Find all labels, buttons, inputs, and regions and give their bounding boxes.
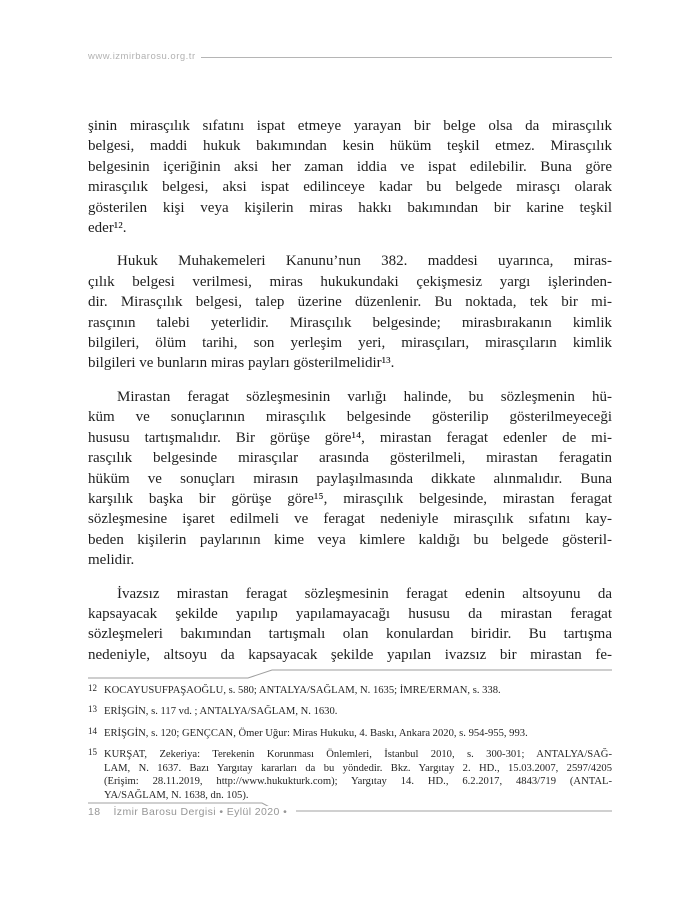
- footnote: [88, 727, 612, 741]
- page-number: 18: [88, 806, 101, 818]
- header-rule: [201, 57, 612, 58]
- body-line: rasçının talebi yeterlidir. Mirasçılık belgesinde; mirasbırakanın kimlik: [88, 314, 612, 331]
- footnote-text: [104, 705, 612, 719]
- footnote-number: 13: [88, 704, 97, 715]
- footnote-line: LAM, N. 1637. Bazı Yargıtay kararları da bu yöndedir. Bkz. Yargıtay 2. HD., 15.03.2007, 2597/4205: [104, 762, 612, 774]
- footnote-text: [104, 684, 612, 698]
- body-line: nedeniyle, altsoyu da kapsayacak şekilde yapılan ivazsız bir mirastan fe-: [88, 646, 612, 663]
- body-line: sözleşmeleri bakımından tartışmalı olan konulardan biridir. Bu tartışma: [88, 626, 612, 643]
- paragraph: [88, 251, 612, 373]
- body-line: belgesi, maddi hukuk bakımından kesin hüküm teşkil etmez. Mirasçılık: [88, 138, 612, 155]
- footnotes-section: [88, 684, 612, 803]
- body-line: beden kişilerin paylarının kime veya kimlere kaldığı bu belgede gösteril-: [88, 531, 612, 548]
- paragraph: [88, 387, 612, 571]
- header-website-label: www.izmirbarosu.org.tr: [88, 51, 196, 62]
- footnote-line: KURŞAT, Zekeriya: Terekenin Korunması Önlemleri, İstanbul 2010, s. 300-301; ANTALYA/SAĞ-: [104, 748, 612, 760]
- body-line: hüküm ve sonuçları mirasın paylaşılmasında dikkate alınmalıdır. Buna: [88, 470, 612, 487]
- footnote-line: ERİŞGİN, s. 117 vd. ; ANTALYA/SAĞLAM, N. 1630.: [104, 706, 338, 718]
- body-line: şinin mirasçılık sıfatını ispat etmeye yarayan bir belge olsa da mirasçılık: [88, 118, 612, 134]
- body-line: karşılık başka bir görüşe göre¹⁵, mirasçılık belgesinde, mirastan feragat: [88, 490, 612, 507]
- paragraph: [88, 584, 612, 666]
- body-line: gösterilen kişi veya kişilerin miras hakkı bakımından bir karine teşkil: [88, 199, 612, 216]
- body-line: mirasçılık belgesi, aksi ispat edilinceye kadar bu belgede mirasçı olarak: [88, 179, 612, 196]
- body-line: İvazsız mirastan feragat sözleşmesinin feragat edenin altsoyunu da: [117, 585, 612, 602]
- footnote-line: ERİŞGİN, s. 120; GENÇCAN, Ömer Uğur: Miras Hukuku, 4. Baskı, Ankara 2020, s. 954-955, 993.: [104, 727, 528, 739]
- journal-title-label: İzmir Barosu Dergisi • Eylül 2020 •: [113, 806, 288, 818]
- footnote: [88, 705, 612, 719]
- footnote: [88, 684, 612, 698]
- footnote-number: 12: [88, 683, 97, 693]
- body-line: sözleşmesine işaret edilmeli ve feragat nedeniyle mirasçılık sıfatını kay-: [88, 511, 612, 528]
- body-line: kapsayacak şekilde yapılıp yapılamayacağı hususu da mirastan feragat: [88, 605, 612, 622]
- body-line: dir. Mirasçılık belgesi, talep üzerine düzenlenir. Bu noktada, tek bir mi-: [88, 294, 612, 311]
- body-line: bilgileri ve bunların miras payları gösterilmelidir¹³.: [88, 355, 395, 372]
- footnote-line: YA/SAĞLAM, N. 1638, dn. 105).: [104, 790, 249, 801]
- body-line: melidir.: [88, 552, 135, 569]
- body-line: küm ve sonuçlarının mirasçılık belgesinde gösterilip gösterilmeyeceği: [88, 409, 612, 426]
- footnote-text: [104, 727, 612, 741]
- footnote-line: KOCAYUSUFPAŞAOĞLU, s. 580; ANTALYA/SAĞLAM, N. 1635; İMRE/ERMAN, s. 338.: [104, 685, 501, 696]
- footnote-separator: [88, 668, 612, 680]
- page-footer: [88, 806, 296, 818]
- paragraph: [88, 116, 612, 238]
- body-line: Hukuk Muhakemeleri Kanunu’nun 382. maddesi uyarınca, miras-: [117, 253, 612, 270]
- body-line: rasçılık belgesinde mirasçılar arasında gösterilmeli, mirastan feragatin: [88, 450, 612, 467]
- body-line: belgesinin içeriğinin aksi her zaman iddia ve ispat edilebilir. Buna göre: [88, 158, 612, 175]
- page-header: [88, 51, 612, 62]
- footnote: [88, 748, 612, 803]
- footnote-number: 14: [88, 725, 97, 736]
- body-line: bilgileri, ölüm tarihi, son yerleşim yeri, mirasçıları, mirasçıların kimlik: [88, 335, 612, 352]
- body-line: hususu tartışmalıdır. Bir görüşe göre¹⁴, mirastan feragat edenler de mi-: [88, 429, 612, 446]
- footnote-number: 15: [88, 746, 97, 757]
- footnote-line: (Erişim: 28.11.2019, http://www.hukukturk.com); Yargıtay 14. HD., 6.2.2017, 4843/719 (ANTAL-: [104, 776, 612, 788]
- body-line: çılık belgesi verilmesi, miras hukukundaki çekişmesiz yargı işlerinden-: [88, 273, 612, 290]
- footnote-text: [104, 748, 612, 803]
- body-line: Mirastan feragat sözleşmesinin varlığı halinde, bu sözleşmenin hü-: [117, 388, 612, 405]
- body-line: eder¹².: [88, 220, 127, 237]
- body-text: [88, 116, 612, 665]
